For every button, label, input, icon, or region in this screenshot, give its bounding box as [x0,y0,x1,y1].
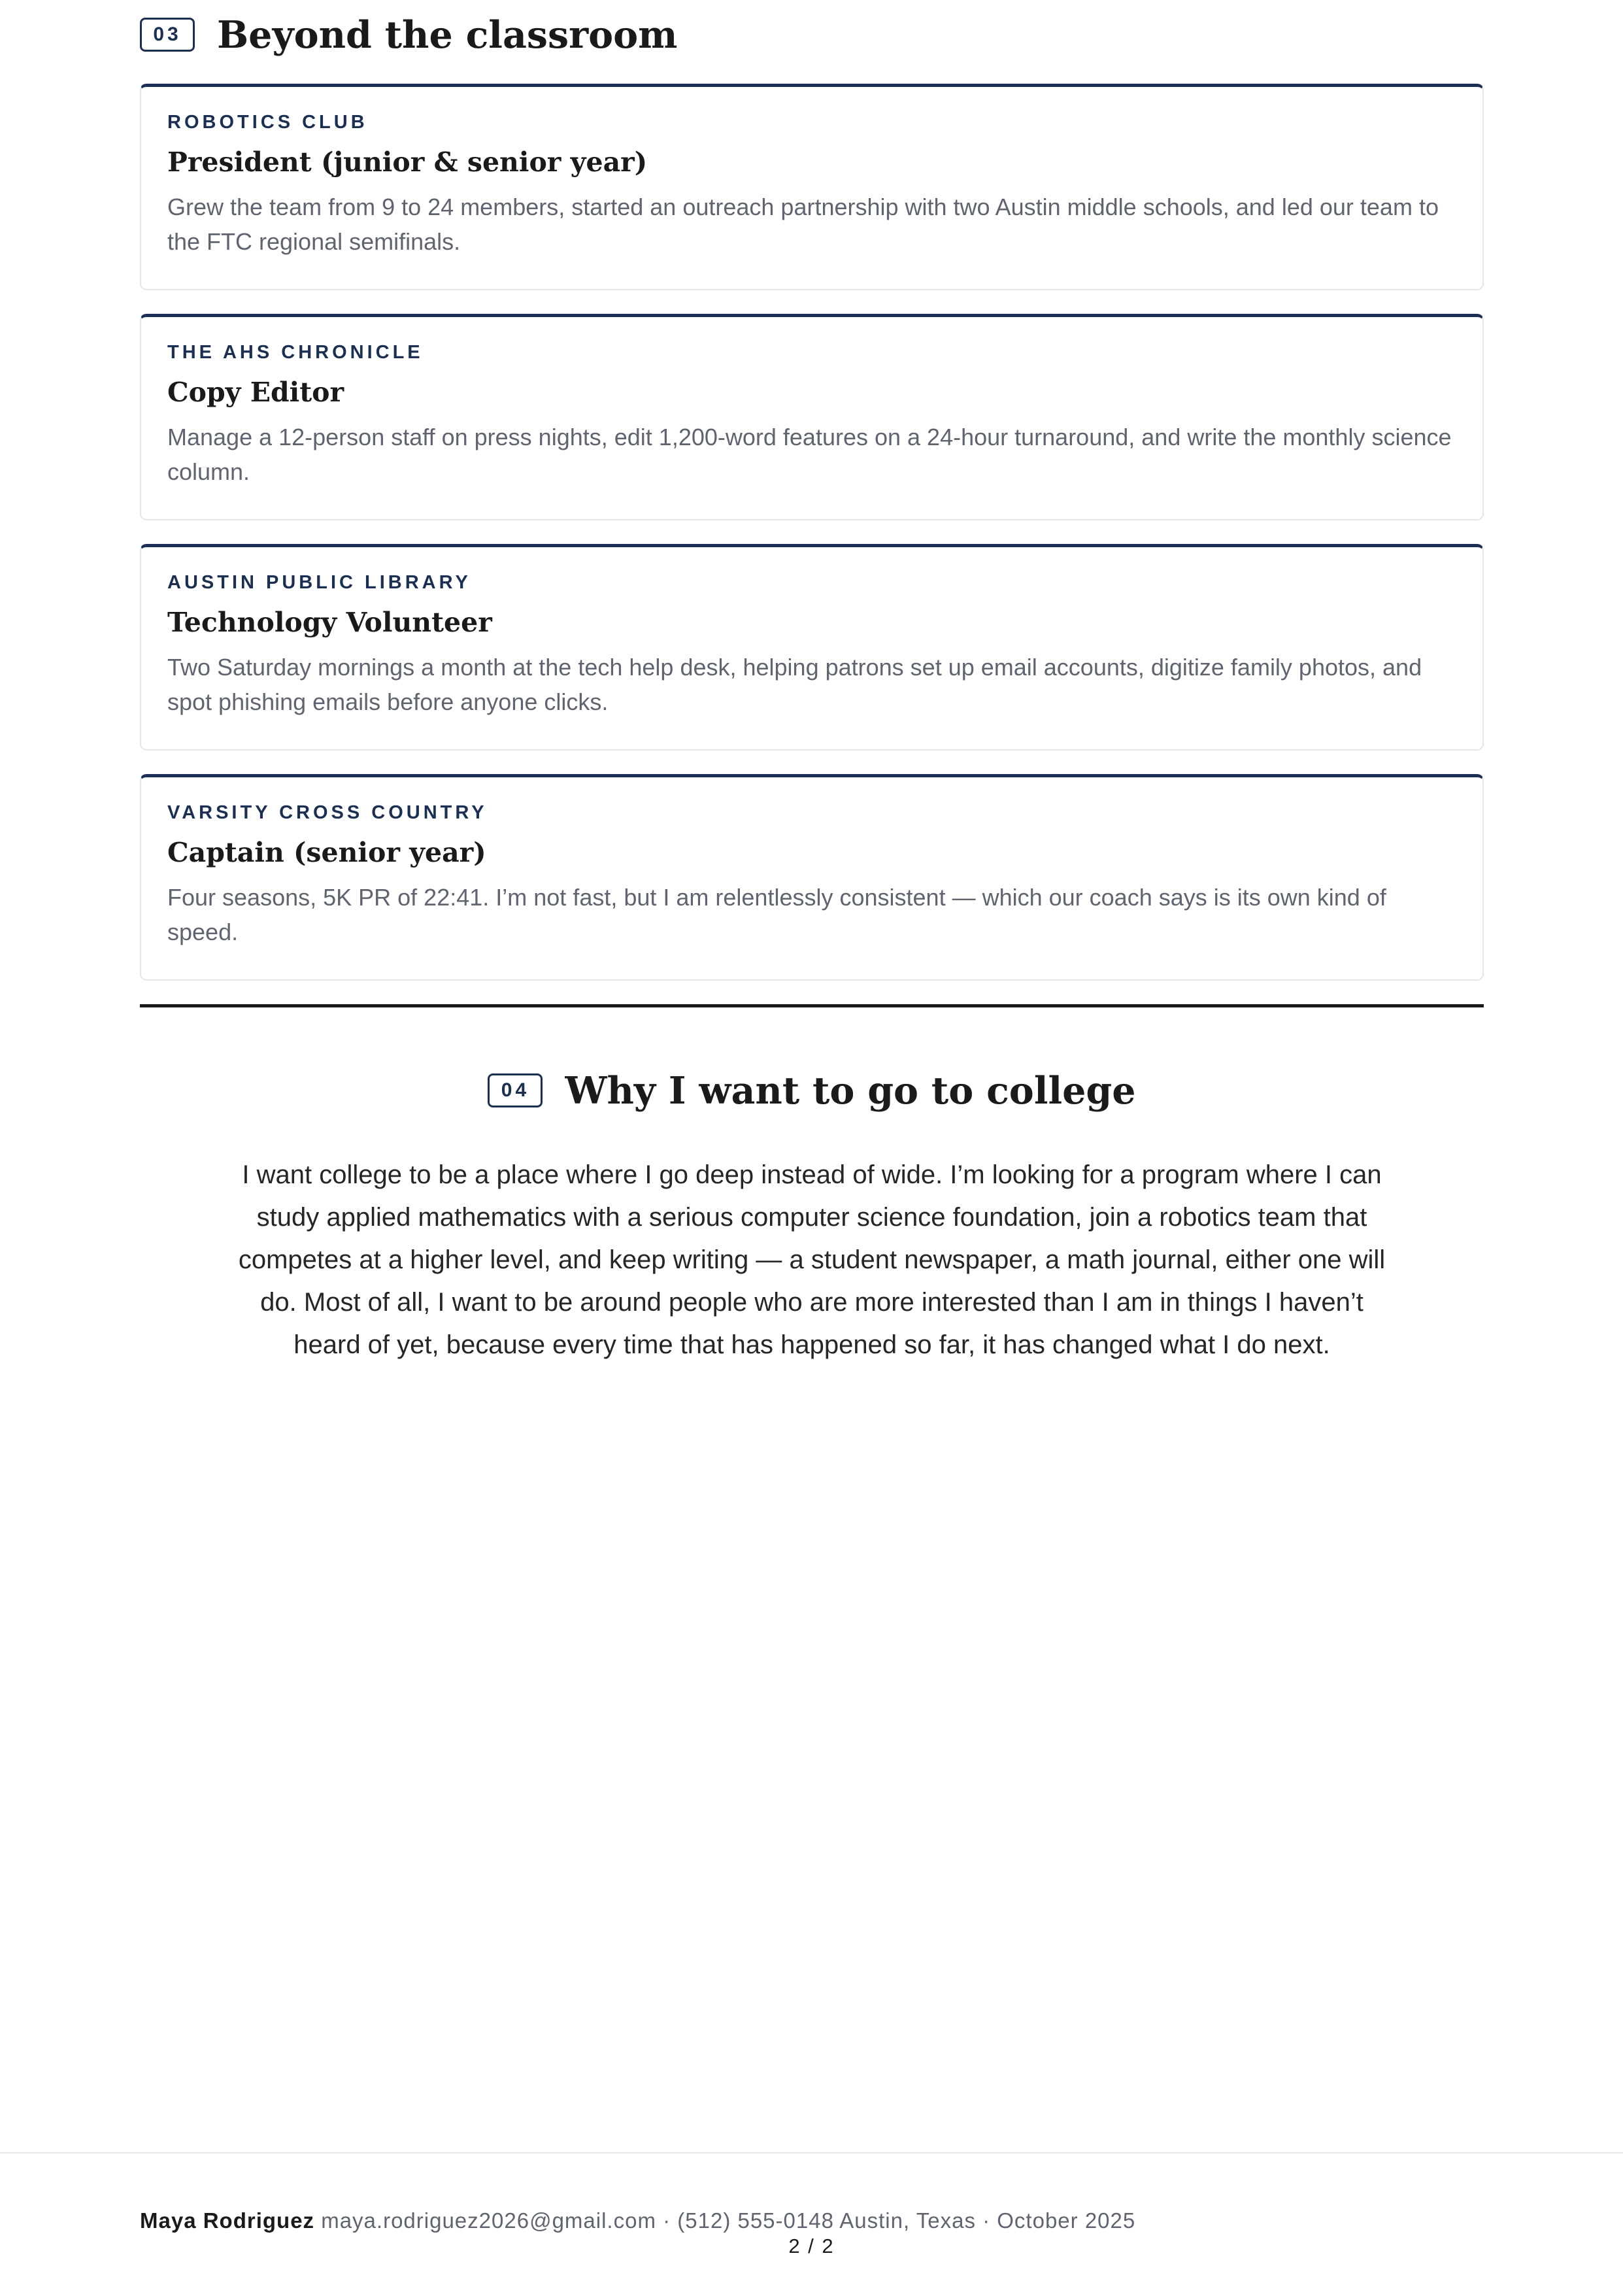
activity-card-chronicle [140,314,1484,520]
section-why-college [140,1056,1484,1366]
activity-organization: ROBOTICS CLUB [167,112,368,133]
activity-organization: THE AHS CHRONICLE [167,342,424,363]
activity-organization: AUSTIN PUBLIC LIBRARY [167,572,471,593]
activity-description: Two Saturday mornings a month at the tech help desk, helping patrons set up email accounts, digitize family photos, and spot phishing emails before anyone clicks. [167,654,1422,715]
activity-card-robotics [140,84,1484,290]
section-number-badge: 03 [140,18,195,52]
page-footer [140,2208,1484,2233]
activity-organization: VARSITY CROSS COUNTRY [167,802,488,823]
section-title: Beyond the classroom [217,12,678,57]
activity-description: Manage a 12-person staff on press nights, edit 1,200-word features on a 24-hour turnaround, and write the monthly science column. [167,424,1452,485]
page-number: 2 / 2 [788,2235,835,2257]
activity-description: Four seasons, 5K PR of 22:41. I’m not fast, but I am relentlessly consistent — which our coach says is its own kind of speed. [167,884,1386,945]
activity-role: Copy Editor [167,377,344,408]
why-college-statement: I want college to be a place where I go deep instead of wide. I’m looking for a program where I can study applied mathematics with a serious computer science foundation, join a robotics team that competes at a higher level, and keep writing — a student newspaper, a math journal, either one will do. Most of all, I want to be around people who are more interested than I am in things I haven’t heard of yet, because every time that has happened so far, it has changed what I do next. [238,1160,1386,1359]
activity-list [140,84,1484,981]
footer-contact: maya.rodriguez2026@gmail.com · (512) 555-0148 Austin, Texas · October 2025 [321,2208,1136,2233]
section-header-beyond-classroom [140,0,1484,69]
activity-role: Technology Volunteer [167,607,492,638]
section-header-why-college [140,1056,1484,1125]
footer-divider [0,2152,1623,2153]
activity-description: Grew the team from 9 to 24 members, started an outreach partnership with two Austin middle schools, and led our team to the FTC regional semifinals. [167,194,1439,255]
section-number-badge: 04 [488,1073,543,1107]
section-divider [140,1004,1484,1007]
footer-name: Maya Rodriguez [140,2208,315,2233]
activity-role: Captain (senior year) [167,837,486,868]
activity-card-cross-country [140,774,1484,981]
section-title: Why I want to go to college [565,1068,1136,1113]
activity-role: President (junior & senior year) [167,146,648,178]
page-content [140,0,1484,1366]
activity-card-library [140,544,1484,751]
